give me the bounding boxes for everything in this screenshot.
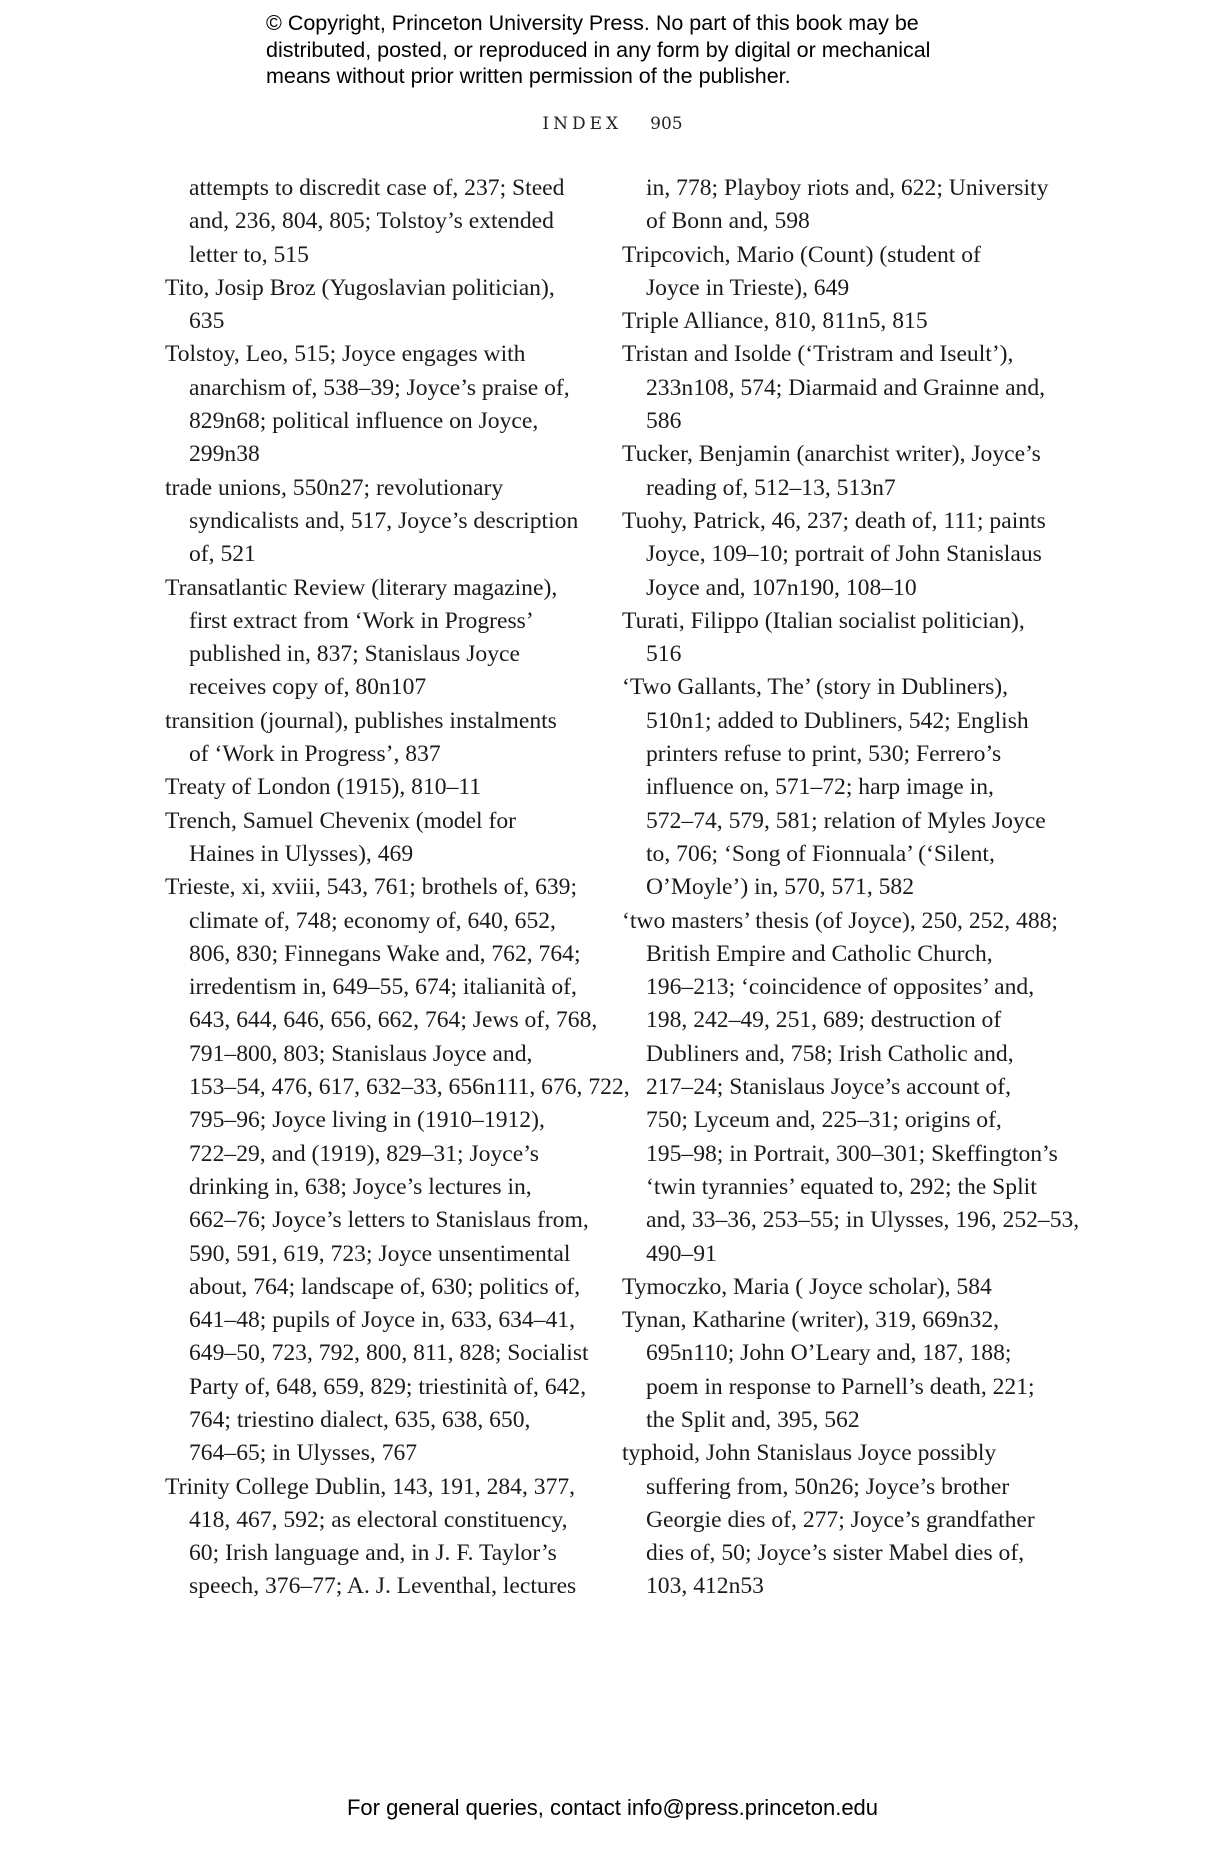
- index-entry-line: Triple Alliance, 810, 811n5, 815: [622, 308, 928, 335]
- index-subentry-line: Georgie dies of, 277; Joyce’s grandfather: [646, 1506, 1035, 1533]
- index-entry-line: transition (journal), publishes instalments: [165, 707, 557, 734]
- index-entry-line: Tuohy, Patrick, 46, 237; death of, 111; paints: [622, 507, 1046, 534]
- index-subentry-line: speech, 376–77; A. J. Leventhal, lectures: [189, 1573, 577, 1600]
- index-subentry-line: 60; Irish language and, in J. F. Taylor’s: [189, 1540, 557, 1567]
- index-subentry-line: Haines in Ulysses), 469: [189, 840, 414, 867]
- index-subentry-line: attempts to discredit case of, 237; Steed: [189, 175, 565, 201]
- index-subentry-line: Joyce, 109–10; portrait of John Stanislaus: [646, 541, 1042, 568]
- index-entry-line: Tynan, Katharine (writer), 319, 669n32,: [622, 1307, 1000, 1334]
- index-subentry-line: 572–74, 579, 581; relation of Myles Joyce: [646, 807, 1046, 834]
- index-subentry-line: 590, 591, 619, 723; Joyce unsentimental: [189, 1240, 571, 1267]
- index-subentry-line: of Bonn and, 598: [646, 208, 810, 235]
- index-subentry-line: 195–98; in Portrait, 300–301; Skeffington’s: [646, 1140, 1058, 1167]
- index-subentry-line: 764; triestino dialect, 635, 638, 650,: [189, 1406, 531, 1433]
- index-subentry-line: syndicalists and, 517, Joyce’s description: [189, 507, 579, 534]
- index-subentry-line: to, 706; ‘Song of Fionnuala’ (‘Silent,: [646, 840, 995, 867]
- index-subentry-line: ‘twin tyrannies’ equated to, 292; the Split: [646, 1173, 1037, 1200]
- index-entry-line: Turati, Filippo (Italian socialist politician),: [622, 607, 1025, 634]
- index-subentry-line: 516: [646, 641, 682, 668]
- index-entry-line: typhoid, John Stanislaus Joyce possibly: [622, 1440, 997, 1467]
- index-subentry-line: 196–213; ‘coincidence of opposites’ and,: [646, 974, 1035, 1001]
- index-subentry-line: British Empire and Catholic Church,: [646, 940, 993, 967]
- index-subentry-line: O’Moyle’) in, 570, 571, 582: [646, 874, 915, 901]
- index-subentry-line: published in, 837; Stanislaus Joyce: [189, 641, 520, 668]
- index-subentry-line: 490–91: [646, 1240, 717, 1267]
- index-subentry-line: the Split and, 395, 562: [646, 1406, 860, 1433]
- index-subentry-line: printers refuse to print, 530; Ferrero’s: [646, 741, 1002, 768]
- index-subentry-line: 510n1; added to Dubliners, 542; English: [646, 707, 1029, 734]
- index-subentry-line: anarchism of, 538–39; Joyce’s praise of,: [189, 374, 570, 401]
- copyright-notice: [266, 10, 1026, 90]
- index-entry-line: Treaty of London (1915), 810–11: [165, 774, 482, 801]
- running-head: [0, 114, 1225, 134]
- index-subentry-line: influence on, 571–72; harp image in,: [646, 774, 994, 801]
- index-subentry-line: 198, 242–49, 251, 689; destruction of: [646, 1007, 1002, 1034]
- index-subentry-line: first extract from ‘Work in Progress’: [189, 607, 534, 634]
- index-subentry-line: 791–800, 803; Stanislaus Joyce and,: [189, 1040, 533, 1067]
- index-subentry-line: 153–54, 476, 617, 632–33, 656n111, 676, 722,: [189, 1074, 630, 1101]
- index-subentry-line: 586: [646, 408, 682, 435]
- index-entry-line: Tristan and Isolde (‘Tristram and Iseult’),: [622, 341, 1014, 368]
- index-entry-line: Trench, Samuel Chevenix (model for: [165, 807, 517, 834]
- index-subentry-line: 299n38: [189, 441, 260, 468]
- index-subentry-line: about, 764; landscape of, 630; politics of,: [189, 1273, 581, 1300]
- index-subentry-line: of, 521: [189, 541, 256, 568]
- index-subentry-line: 217–24; Stanislaus Joyce’s account of,: [646, 1074, 1011, 1101]
- index-entry-line: ‘Two Gallants, The’ (story in Dubliners),: [622, 674, 1009, 701]
- index-entry-line: trade unions, 550n27; revolutionary: [165, 474, 504, 501]
- index-subentry-line: 643, 644, 646, 656, 662, 764; Jews of, 768,: [189, 1007, 598, 1034]
- index-subentry-line: 418, 467, 592; as electoral constituency,: [189, 1506, 568, 1533]
- index-subentry-line: drinking in, 638; Joyce’s lectures in,: [189, 1173, 532, 1200]
- index-subentry-line: suffering from, 50n26; Joyce’s brother: [646, 1473, 1010, 1500]
- index-entry-line: Trinity College Dublin, 143, 191, 284, 377,: [165, 1473, 576, 1500]
- index-entry-line: Tucker, Benjamin (anarchist writer), Joyce’s: [622, 441, 1041, 468]
- index-entry-line: ‘two masters’ thesis (of Joyce), 250, 252, 488;: [622, 907, 1058, 934]
- index-subentry-line: letter to, 515: [189, 241, 309, 268]
- index-entry-line: Trieste, xi, xviii, 543, 761; brothels of, 639;: [165, 874, 578, 901]
- index-entry-line: Tripcovich, Mario (Count) (student of: [622, 241, 981, 268]
- index-column-left: [165, 172, 630, 1604]
- index-column-right: [622, 172, 1080, 1604]
- index-subentry-line: 806, 830; Finnegans Wake and, 762, 764;: [189, 940, 581, 967]
- index-subentry-line: 103, 412n53: [646, 1573, 764, 1600]
- index-entry-line: Tito, Josip Broz (Yugoslavian politician),: [165, 274, 555, 301]
- copyright-line: © Copyright, Princeton University Press. No part of this book may be: [266, 11, 919, 35]
- index-subentry-line: irredentism in, 649–55, 674; italianità of,: [189, 974, 577, 1001]
- index-subentry-line: 641–48; pupils of Joyce in, 633, 634–41,: [189, 1307, 576, 1334]
- index-subentry-line: 795–96; Joyce living in (1910–1912),: [189, 1107, 545, 1134]
- index-subentry-line: receives copy of, 80n107: [189, 674, 427, 701]
- index-subentry-line: and, 33–36, 253–55; in Ulysses, 196, 252–53,: [646, 1207, 1080, 1234]
- index-subentry-line: Party of, 648, 659, 829; triestinità of, 642,: [189, 1373, 587, 1400]
- copyright-line: distributed, posted, or reproduced in any form by digital or mechanical: [266, 37, 931, 62]
- index-subentry-line: 649–50, 723, 792, 800, 811, 828; Socialist: [189, 1340, 589, 1367]
- index-subentry-line: in, 778; Playboy riots and, 622; University: [646, 175, 1049, 201]
- index-entry-line: Transatlantic Review (literary magazine),: [165, 574, 558, 601]
- index-subentry-line: 829n68; political influence on Joyce,: [189, 408, 539, 435]
- index-subentry-line: dies of, 50; Joyce’s sister Mabel dies of,: [646, 1540, 1025, 1567]
- index-subentry-line: 764–65; in Ulysses, 767: [189, 1440, 418, 1467]
- index-subentry-line: Joyce in Trieste), 649: [646, 274, 850, 301]
- index-subentry-line: climate of, 748; economy of, 640, 652,: [189, 907, 556, 934]
- footer-contact: For general queries, contact info@press.princeton.edu: [346, 1795, 879, 1820]
- index-subentry-line: 750; Lyceum and, 225–31; origins of,: [646, 1107, 1002, 1134]
- page-number: 905: [650, 114, 683, 134]
- index-subentry-line: 233n108, 574; Diarmaid and Grainne and,: [646, 374, 1046, 401]
- index-subentry-line: 662–76; Joyce’s letters to Stanislaus from,: [189, 1207, 589, 1234]
- index-entry-line: Tolstoy, Leo, 515; Joyce engages with: [165, 341, 526, 368]
- running-head-label: INDEX: [542, 114, 623, 134]
- index-entry-line: Tymoczko, Maria ( Joyce scholar), 584: [622, 1273, 992, 1300]
- index-subentry-line: 635: [189, 308, 225, 335]
- index-subentry-line: and, 236, 804, 805; Tolstoy’s extended: [189, 208, 554, 235]
- index-subentry-line: 695n110; John O’Leary and, 187, 188;: [646, 1340, 1012, 1367]
- index-subentry-line: of ‘Work in Progress’, 837: [189, 741, 441, 768]
- copyright-line: means without prior written permission of the publisher.: [266, 64, 791, 88]
- index-subentry-line: poem in response to Parnell’s death, 221;: [646, 1373, 1035, 1400]
- index-subentry-line: Dubliners and, 758; Irish Catholic and,: [646, 1040, 1014, 1067]
- index-subentry-line: reading of, 512–13, 513n7: [646, 474, 896, 501]
- index-subentry-line: Joyce and, 107n190, 108–10: [646, 574, 917, 601]
- index-subentry-line: 722–29, and (1919), 829–31; Joyce’s: [189, 1140, 539, 1167]
